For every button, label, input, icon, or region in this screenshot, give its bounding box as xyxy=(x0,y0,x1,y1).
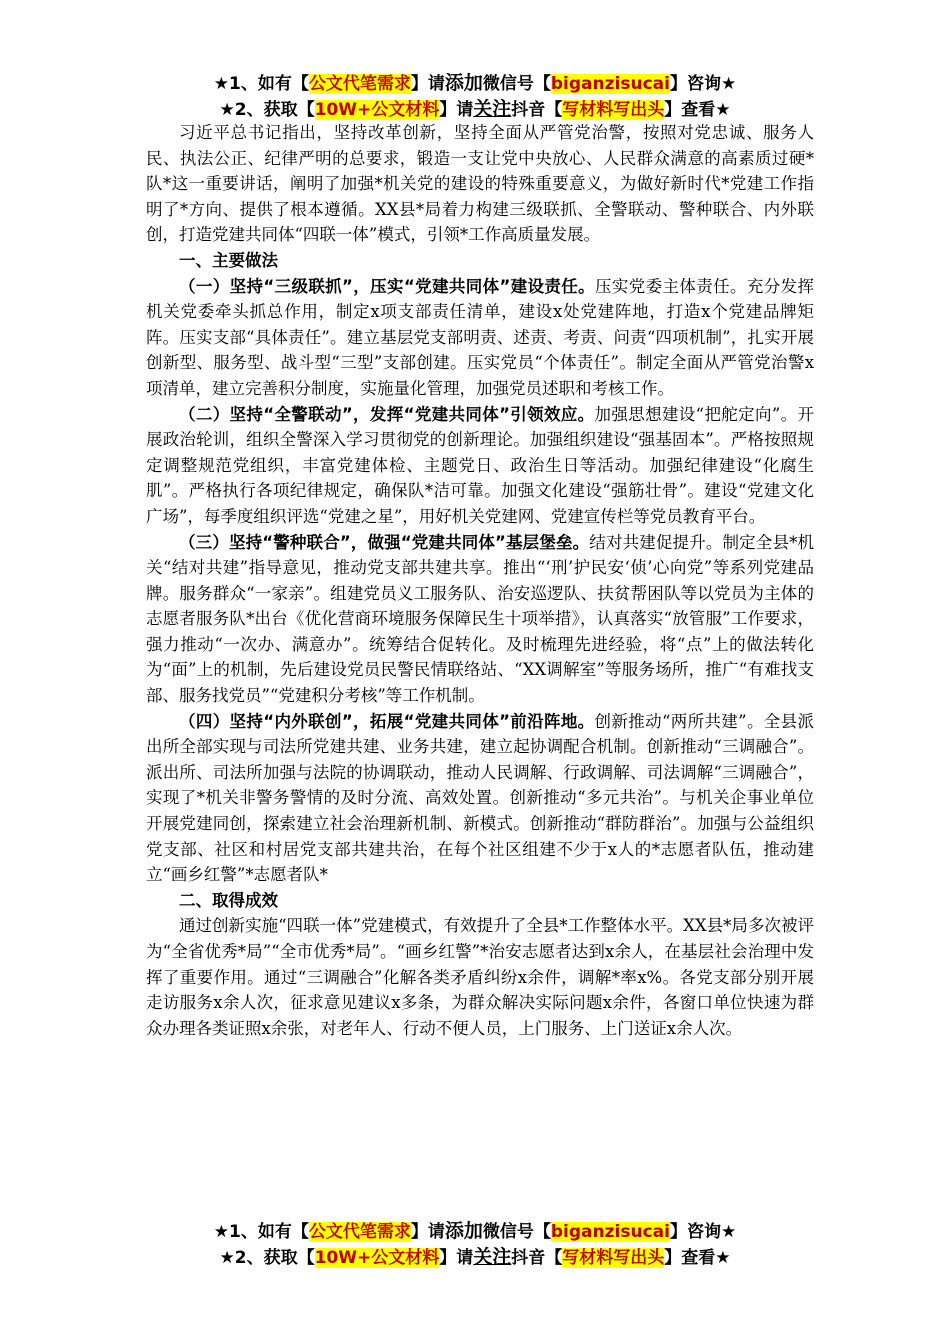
banner-highlight: biganzisucai xyxy=(550,74,670,94)
item-paragraph-1 xyxy=(146,274,814,402)
intro-paragraph: 习近平总书记指出，坚持改革创新，坚持全面从严管党治警，按照对党忠诚、服务人民、执法公正、纪律严明的总要求，锻造一支让党中央放心、人民群众满意的高素质过硬*队*这一重要讲话，阐明了加强*机关党的建设的特殊重要意义，为做好新时代*党建工作指明了*方向、提供了根本遵循。XX县*局着力构建三级联抓、全警联动、警种联合、内外联创，打造党建共同体“四联一体”模式，引领*工作高质量发展。 xyxy=(146,123,814,245)
banner-highlight: 10W+公文材料 xyxy=(314,100,440,120)
banner-highlight: 公文代笔需求 xyxy=(308,1222,411,1242)
banner-text: 】查看★ xyxy=(664,100,731,120)
banner-text: 抖音【 xyxy=(511,1248,563,1268)
item-text: 创新推动“两所共建”。全县派出所全部实现与司法所党建共建、业务共建，建立起协调配合机制。创新推动“三调融合”。派出所、司法所加强与法院的协调联动，推动人民调解、行政调解、司法调解“三调融合”，实现了*机关非警务警情的及时分流、高效处置。创新推动“多元共治”。与机关企事业单位开展党建同创，探索建立社会治理新机制、新模式。创新推动“群防群治”。加强与公益组织党支部、社区和村居党支部共建共治，在每个社区组建不少于x人的*志愿者队伍，推动建立“画乡红警”*志愿者队* xyxy=(146,711,814,885)
banner-text: 抖音【 xyxy=(511,100,563,120)
banner-emphasis: 添加 xyxy=(444,72,483,94)
promo-banner-top-line1 xyxy=(0,70,950,97)
banner-text: 】咨询★ xyxy=(669,74,737,94)
banner-text: ★2、获取【 xyxy=(219,1248,315,1268)
banner-highlight: 10W+公文材料 xyxy=(314,1248,440,1268)
banner-text: 微信号【 xyxy=(482,1222,551,1242)
banner-highlight: 公文代笔需求 xyxy=(308,74,411,94)
banner-text: ★2、获取【 xyxy=(219,100,315,120)
section-heading-1: 一、主要做法 xyxy=(179,250,278,270)
banner-text: 微信号【 xyxy=(482,74,551,94)
item-lead: （二）坚持“全警联动”，发挥“党建共同体”引领效应。 xyxy=(179,404,595,424)
item-paragraph-4 xyxy=(146,709,814,888)
banner-text: 】请 xyxy=(439,100,474,120)
banner-text: 】请 xyxy=(410,74,445,94)
banner-emphasis: 关注 xyxy=(473,1246,512,1268)
item-lead: （一）坚持“三级联抓”，压实“党建共同体”建设责任。 xyxy=(179,276,596,296)
item-lead: （三）坚持“警种联合”，做强“党建共同体”基层堡垒。 xyxy=(179,532,590,552)
item-paragraph-2 xyxy=(146,402,814,530)
banner-text: 】查看★ xyxy=(664,1248,731,1268)
banner-highlight: 写材料写出头 xyxy=(562,100,665,120)
document-body xyxy=(146,120,814,1041)
banner-emphasis: 添加 xyxy=(444,1220,483,1242)
banner-text: 】咨询★ xyxy=(669,1222,737,1242)
item-lead: （四）坚持“内外联创”，拓展“党建共同体”前沿阵地。 xyxy=(179,711,595,731)
item-paragraph-3 xyxy=(146,530,814,709)
promo-banner-bottom-line2 xyxy=(0,1244,950,1271)
section-heading-2: 二、取得成效 xyxy=(179,890,278,910)
banner-highlight: 写材料写出头 xyxy=(562,1248,665,1268)
promo-banner-top-line2 xyxy=(0,96,950,123)
item-text: 加强思想建设“把舵定向”。开展政治轮训，组织全警深入学习贯彻党的创新理论。加强组织建设“强基固本”。严格按照规定调整规范党组织，丰富党建体检、主题党日、政治生日等活动。加强纪律建设“化腐生肌”。严格执行各项纪律规定，确保队*洁可靠。加强文化建设“强筋壮骨”。建设“党建文化广场”，每季度组织评选“党建之星”，用好机关党建网、党建宣传栏等党员教育平台。 xyxy=(146,404,814,526)
item-text: 压实党委主体责任。充分发挥机关党委牵头抓总作用，制定x项支部责任清单，建设x处党建阵地，打造x个党建品牌矩阵。压实支部“具体责任”。建立基层党支部明责、述责、考责、问责“四项机制”，扎实开展创新型、服务型、战斗型“三型”支部创建。压实党员“个体责任”。制定全面从严管党治警x项清单，建立完善积分制度，实施量化管理，加强党员述职和考核工作。 xyxy=(146,276,814,398)
banner-highlight: biganzisucai xyxy=(550,1222,670,1242)
banner-text: ★1、如有【 xyxy=(213,1222,309,1242)
banner-emphasis: 关注 xyxy=(473,98,512,120)
banner-text: 】请 xyxy=(410,1222,445,1242)
results-paragraph: 通过创新实施“四联一体”党建模式，有效提升了全县*工作整体水平。XX县*局多次被评为“全省优秀*局”“全市优秀*局”。“画乡红警”*治安志愿者达到x余人，在基层社会治理中发挥了重要作用。通过“三调融合”化解各类矛盾纠纷x余件，调解*率x%。各党支部分别开展走访服务x余人次，征求意见建议x多条，为群众解决实际问题x余件，各窗口单位快速为群众办理各类证照x余张，对老年人、行动不便人员，上门服务、上门送证x余人次。 xyxy=(146,916,814,1038)
promo-banner-bottom-line1 xyxy=(0,1218,950,1245)
banner-text: ★1、如有【 xyxy=(213,74,309,94)
item-text: 结对共建促提升。制定全县*机关“结对共建”指导意见，推动党支部共建共享。推出“‘刑’护民安‘侦’心向党”等系列党建品牌。服务群众“一家亲”。组建党员义工服务队、治安巡逻队、扶贫帮困队等以党员为主体的志愿者服务队*出台《优化营商环境服务保障民生十项举措》，认真落实“放管服”工作要求，强力推动“一次办、满意办”。统筹结合促转化。及时梳理先进经验，将“点”上的做法转化为“面”上的机制，先后建设党员民警民情联络站、“XX调解室”等服务场所，推广“有难找支部、服务找党员”“党建积分考核”等工作机制。 xyxy=(146,532,815,706)
banner-text: 】请 xyxy=(439,1248,474,1268)
